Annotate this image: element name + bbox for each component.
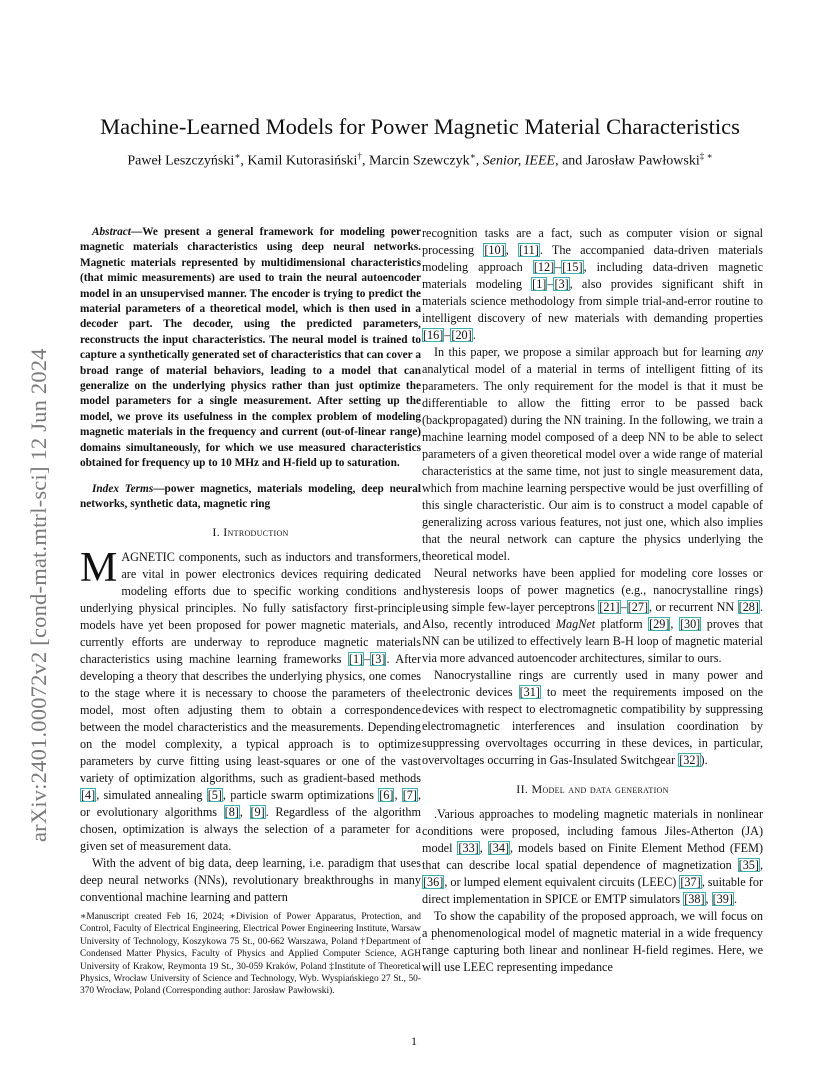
index-terms — [80, 482, 421, 513]
text-run: , also provides significant shift in materials science methodology from simple trial-and-error routine to intelligent discovery of new materials with demanding properties — [422, 277, 763, 325]
text-run: . — [472, 328, 476, 342]
text-run: AGNETIC components, such as inductors and transformers, are vital in power electronics devices requiring dedicated modeling efforts due to specific working conditions and underlying physical principles. No fully satisfactory first-principle models have yet been proposed for power magnetic materials, and currently efforts are underway to reproduce magnetic materials characteristics using machine learning frameworks — [80, 550, 421, 667]
text-run: ). — [700, 753, 708, 767]
author-name: Jarosław Pawłowski — [585, 153, 700, 169]
section-title: Introduction — [223, 525, 289, 540]
citation-link[interactable]: [35] — [738, 858, 759, 872]
text-run: , — [505, 243, 518, 257]
right-paragraph-6: To show the capability of the proposed approach, we will focus on a phenomenological model of magnetic material in a wide frequency range capturing both linear and nonlinear H-field regimes. Here, we will use LEEC representing impedance — [422, 909, 763, 974]
citation-link[interactable]: [36] — [423, 875, 444, 889]
abstract-text: —We present a general framework for modeling power magnetic materials characteristics using deep neural networks. Magnetic materials represented by multidimensional characteristics (that mimic measurements) are used to train the neural autoencoder model in an unsupervised manner. The encoder is trying to predict the material parameters of a theoretical model, which is then used in a decoder part. The decoder, using the predicted parameters, reconstructs the input characteristics. The neural model is trained to capture a synthetically generated set of characteristics that can cover a broad range of material behaviors, leading to a model that can generalize on the underlying physics rather than just optimize the model parameters for a single measurement. After setting up the model, we prove its usefulness in the complex problem of modeling magnetic materials in the frequency and current (out-of-linear range) domains simultaneously, for which we use measured characteristics obtained for frequency up to 10 MHz and H-field up to saturation. — [80, 226, 421, 470]
text-run: , suitable for direct implementation in SPICE or EMTP simulators — [422, 875, 763, 906]
separator: , — [240, 153, 248, 169]
text-run: , — [479, 841, 488, 855]
author-name: Kamil Kutorasiński — [247, 153, 358, 169]
text-run: – — [620, 600, 627, 614]
citation-link[interactable]: [6] — [379, 788, 394, 803]
text-run: , including data-driven magnetic materials modeling — [422, 260, 764, 291]
text-run: .Various approaches to modeling magnetic materials in nonlinear conditions were proposed, including famous Jiles-Atherton (JA) model — [422, 807, 763, 855]
right-paragraph-4 — [422, 667, 763, 769]
author-list — [60, 151, 780, 170]
emphasis: MagNet — [555, 617, 596, 631]
text-run: In this paper, we propose a similar approach but for learning — [434, 345, 746, 359]
right-paragraph-3 — [422, 565, 763, 667]
index-terms-lead: Index Terms — [92, 482, 154, 495]
citation-link[interactable]: [34] — [488, 841, 510, 855]
arxiv-identifier: arXiv:2401.00072v2 [cond-mat.mtrl-sci] 12 Jun 2024 — [26, 348, 51, 842]
citation-link[interactable]: [20] — [451, 328, 472, 342]
citation-link[interactable]: [33] — [458, 841, 479, 855]
text-run: , or evolutionary algorithms — [80, 788, 422, 820]
citation-link[interactable]: [3] — [554, 277, 569, 291]
section-heading-model — [422, 781, 763, 798]
author-name: Marcin Szewczyk — [368, 153, 470, 169]
citation-link[interactable]: [21] — [599, 600, 620, 614]
text-run: , — [670, 617, 679, 631]
text-run: – — [444, 328, 451, 342]
citation-link[interactable]: [28] — [738, 600, 759, 614]
right-paragraph-1 — [422, 225, 763, 344]
text-run: , — [239, 805, 250, 820]
citation-link[interactable]: [15] — [562, 260, 583, 274]
text-run: . — [733, 892, 737, 906]
citation-link[interactable]: [38] — [684, 892, 705, 906]
text-run: to meet the requirements imposed on the devices with respect to electromagnetic compatibility by suppressing electromagnetic interferences and insulation coordination by suppressing overvoltages occurring in these devices, in particular, overvoltages occurring in Gas-Insulated Switchgear — [422, 685, 763, 767]
text-run: , simulated annealing — [96, 788, 207, 803]
text-run: platform — [595, 617, 649, 631]
right-column — [422, 225, 763, 976]
citation-link[interactable]: [11] — [518, 243, 539, 257]
citation-link[interactable]: [9] — [250, 805, 265, 820]
citation-link[interactable]: [27] — [627, 600, 649, 614]
citation-link[interactable]: [1] — [348, 652, 364, 667]
intro-paragraph-2: With the advent of big data, deep learning, i.e. paradigm that uses deep neural networks (NNs), revolutionary breakthroughs in many conventional machine learning and pattern — [80, 856, 421, 905]
abstract — [80, 225, 421, 472]
section-number: II. — [516, 782, 532, 796]
page-number: 1 — [411, 1034, 417, 1048]
citation-link[interactable]: [4] — [81, 788, 96, 803]
text-run: . The accompanied data-driven materials modeling approach — [422, 243, 764, 274]
paper-title: Machine-Learned Models for Power Magnetic Material Characteristics — [100, 114, 740, 139]
text-run: – — [364, 652, 371, 667]
affiliation-mark: ‡ ∗ — [699, 151, 713, 161]
left-column — [80, 225, 421, 906]
affiliation-mark: † — [357, 151, 362, 161]
text-run: recognition tasks are a fact, such as computer vision or signal processing — [422, 226, 763, 257]
abstract-lead: Abstract — [92, 226, 131, 238]
citation-link[interactable]: [5] — [207, 788, 222, 803]
text-run: proves that NN can be utilized to effectively learn B-H loop of magnetic material via more advanced autoencoder architectures, similar to ours. — [422, 617, 763, 665]
footnote: ∗Manuscript created Feb 16, 2024; ∗Division of Power Apparatus, Protection, and Control, Faculty of Electrical Engineering, Electrical Power Engineering Institute, Warsaw University of Technology, Koszykowa 75 St., 00-662 Warszawa, Poland †Department of Condensed Matter Physics, Faculty of Physics and Applied Computer Science, AGH University of Krakow, Reymonta 19 St., 30-059 Kraków, Poland ‡Institute of Theoretical Physics, Wrocław University of Science and Technology, Wyb. Wyspiańskiego 27 St., 50-370 Wrocław, Poland (Corresponding author: Jarosław Pawłowski). — [80, 912, 421, 997]
citation-link[interactable]: [8] — [224, 805, 239, 820]
emphasis: any — [745, 345, 763, 359]
citation-link[interactable]: [3] — [371, 652, 386, 667]
citation-link[interactable]: [16] — [423, 328, 444, 342]
text-run: , particle swarm optimizations — [222, 788, 379, 803]
text-run: , — [394, 788, 402, 803]
text-run: . Also, recently introduced — [422, 600, 763, 631]
section-title: Model and data generation — [531, 782, 669, 796]
separator: , and — [555, 153, 586, 169]
citation-link[interactable]: [39] — [712, 892, 733, 906]
citation-link[interactable]: [1] — [532, 277, 547, 291]
affiliation-mark: ∗ — [234, 151, 241, 161]
text-run: Nanocrystalline rings are currently used in many power and electronic devices — [422, 668, 763, 699]
text-run: , or lumped element equivalent circuits (LEEC) — [444, 875, 680, 889]
affiliation-mark: ∗ — [469, 151, 476, 161]
text-run: . After developing a theory that describes the underlying physics, one comes to the stage where it is necessary to choose the parameters of the model, most often adjusting them to obtain a correspondence between the model characteristics and the measurements. Depending on the model complexity, a typical approach is to optimize parameters by curve fitting using least-squares or one of the vast variety of optimization algorithms, such as gradient-based methods — [80, 652, 421, 786]
text-run: , — [705, 892, 712, 906]
citation-link[interactable]: [12] — [533, 260, 555, 274]
citation-link[interactable]: [37] — [680, 875, 701, 889]
citation-link[interactable]: [7] — [402, 788, 417, 803]
citation-link[interactable]: [10] — [484, 243, 505, 257]
text-run: , or recurrent NN — [649, 600, 738, 614]
index-terms-text: —power magnetics, materials modeling, deep neural networks, synthetic data, magnetic ring — [80, 482, 421, 510]
intro-paragraph-1 — [80, 545, 422, 855]
author-name: Paweł Leszczyński — [127, 153, 235, 169]
citation-link[interactable]: [31] — [519, 685, 540, 699]
text-run: Neural networks have been applied for modeling core losses or hysteresis loops of power magnetics (e.g., nanocrystalline rings) using simple few-layer perceptrons — [422, 566, 763, 614]
right-paragraph-5 — [422, 806, 763, 908]
text-run: , models based on Finite Element Method (FEM) that can describe local spatial dependence of magnetization — [422, 841, 764, 872]
separator: , — [475, 153, 483, 169]
section-number: I. — [212, 525, 224, 540]
author-role: Senior, IEEE — [482, 153, 556, 169]
text-run: , — [759, 858, 763, 872]
text-run: analytical model of a material in terms of intelligent fitting of its parameters. The only requirement for the model is that it must be differentiable to allow the fitting error to be passed back (backpropagated) during the NN training. In the following, we train a machine learning model composed of a deep NN to be able to select parameters of a given theoretical model over a wide range of material characteristics at the same time, not just to single measurement data, which from machine learning perspective would be just overfilling of this single characteristic. Our aim is to construct a model capable of generalizing across various features, not just one, which also implies that the neural network can capture the physics underlying the theoretical model. — [422, 362, 763, 563]
citation-link[interactable]: [29] — [649, 617, 670, 631]
text-run: – — [555, 260, 562, 274]
text-run: – — [547, 277, 554, 291]
right-paragraph-2 — [422, 344, 763, 565]
section-heading-introduction — [80, 524, 421, 541]
text-run: . Regardless of the algorithm chosen, optimization is always the selection of a parameter for a given set of measurement data. — [80, 805, 422, 854]
separator: , — [361, 153, 369, 169]
citation-link[interactable]: [30] — [679, 617, 701, 631]
drop-cap: M — [80, 545, 118, 592]
citation-link[interactable]: [32] — [679, 753, 700, 767]
